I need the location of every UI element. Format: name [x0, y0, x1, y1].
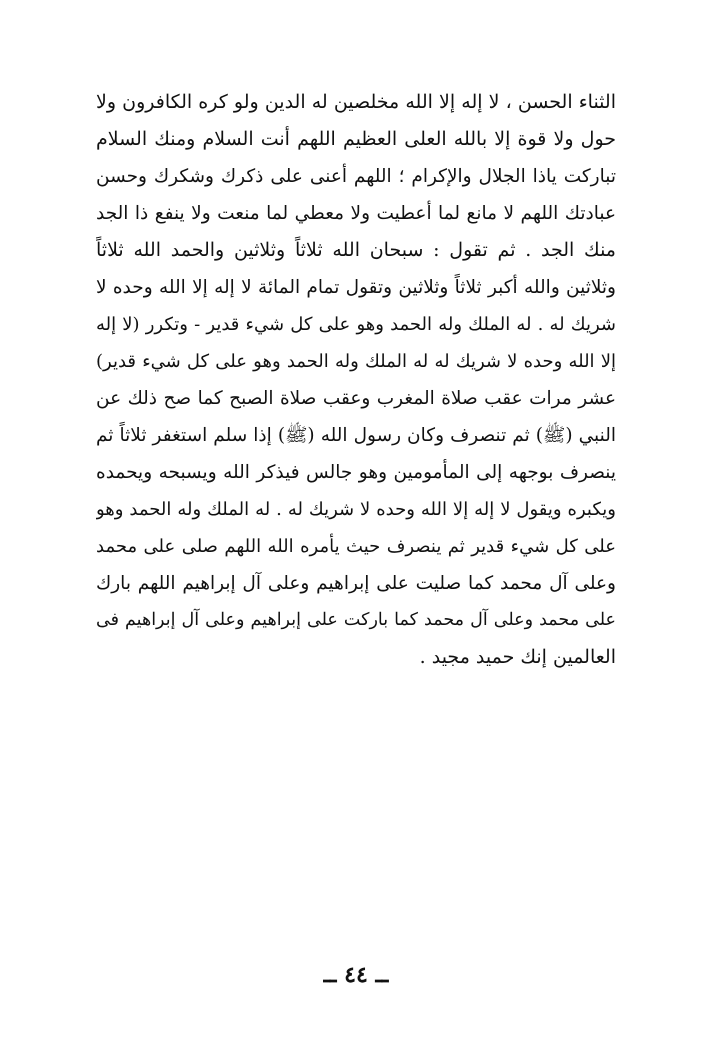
- text-line: منك الجد . ثم تقول : سبحان الله ثلاثاً وثلاثين والحمد الله ثلاثاً: [96, 239, 616, 261]
- text-line: وثلاثين والله أكبر ثلاثاً وثلاثين وتقول تمام المائة لا إله إلا الله وحده لا: [96, 277, 616, 298]
- text-line: النبي (ﷺ) ثم تنصرف وكان رسول الله (ﷺ) إذا سلم استغفر ثلاثاً ثم: [96, 425, 616, 446]
- text-line: شريك له . له الملك وله الحمد وهو على كل شيء قدير - وتكرر (لا إله: [96, 314, 616, 335]
- text-line: إلا الله وحده لا شريك له له الملك وله الحمد وهو على كل شيء قدير): [96, 351, 616, 372]
- text-line: عبادتك اللهم لا مانع لما أعطيت ولا معطي لما منعت ولا ينفع ذا الجد: [96, 203, 616, 224]
- page-number: ــ ٤٤ ــ: [323, 962, 389, 988]
- text-line: ويكبره ويقول لا إله إلا الله وحده لا شريك له . له الملك وله الحمد وهو: [96, 499, 616, 520]
- text-line: عشر مرات عقب صلاة المغرب وعقب صلاة الصبح كما صح ذلك عن: [96, 388, 616, 409]
- text-line: على كل شيء قدير ثم ينصرف حيث يأمره الله اللهم صلى على محمد: [96, 536, 616, 557]
- text-line: تباركت ياذا الجلال والإكرام ؛ اللهم أعنى على ذكرك وشكرك وحسن: [96, 166, 616, 187]
- text-line: العالمين إنك حميد مجيد .: [419, 646, 616, 668]
- text-line: على محمد وعلى آل محمد كما باركت على إبراهيم وعلى آل إبراهيم فى: [96, 610, 616, 630]
- text-line: وعلى آل محمد كما صليت على إبراهيم وعلى آل إبراهيم اللهم بارك: [96, 573, 616, 594]
- text-line: حول ولا قوة إلا بالله العلى العظيم اللهم أنت السلام ومنك السلام: [96, 128, 616, 150]
- text-line: الثناء الحسن ، لا إله إلا الله مخلصين له الدين ولو كره الكافرون ولا: [96, 91, 616, 113]
- text-line: ينصرف بوجهه إلى المأمومين وهو جالس فيذكر الله ويسبحه ويحمده: [96, 462, 616, 483]
- body-text: [96, 84, 616, 676]
